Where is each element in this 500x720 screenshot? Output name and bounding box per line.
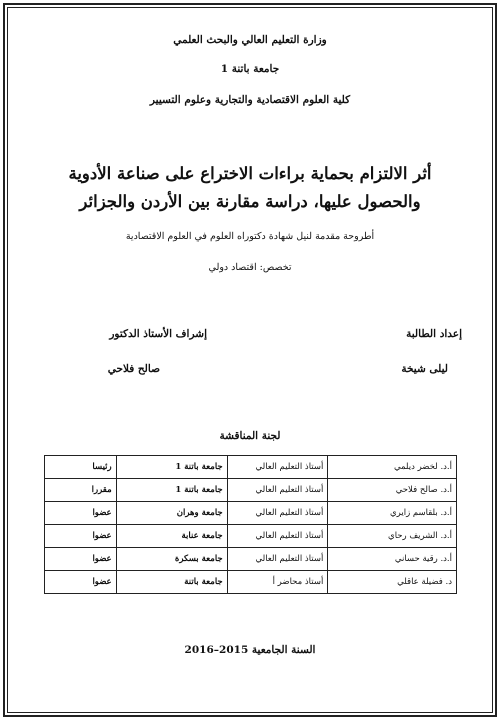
table-row bbox=[45, 571, 457, 594]
member-grade: أستاذ التعليم العالي bbox=[227, 548, 328, 571]
member-university: جامعة وهران bbox=[116, 502, 227, 525]
supervisor-name: صالح فلاحي bbox=[107, 363, 160, 375]
thesis-subtitle: أطروحة مقدمة لنيل شهادة دكتوراه العلوم في العلوم الاقتصادية bbox=[125, 231, 375, 242]
member-university: جامعة باتنة 1 bbox=[116, 479, 227, 502]
specialization: تخصص: اقتصاد دولي bbox=[208, 262, 292, 273]
member-role: عضوا bbox=[45, 502, 117, 525]
thesis-title-line-1: أثر الالتزام بحماية براءات الاختراع على صناعة الأدوية bbox=[68, 164, 432, 183]
member-role: رئيسا bbox=[45, 456, 117, 479]
member-university: جامعة بسكرة bbox=[116, 548, 227, 571]
page-border-inner bbox=[7, 7, 493, 713]
student-name: ليلى شيخة bbox=[401, 363, 448, 375]
member-name: أ.د. بلقاسم زايري bbox=[328, 502, 457, 525]
table-row bbox=[45, 502, 457, 525]
member-name: أ.د. رقية حساني bbox=[328, 548, 457, 571]
member-name: أ.د. صالح فلاحي bbox=[328, 479, 457, 502]
supervisor-label: إشراف الأستاذ الدكتور bbox=[109, 328, 207, 340]
member-grade: أستاذ التعليم العالي bbox=[227, 456, 328, 479]
thesis-title bbox=[30, 160, 470, 216]
member-name: أ.د. لخضر ديلمي bbox=[328, 456, 457, 479]
member-university: جامعة باتنة 1 bbox=[116, 456, 227, 479]
academic-year: السنة الجامعية 2015–2016 bbox=[184, 644, 316, 656]
member-name: د. فضيلة عاقلي bbox=[328, 571, 457, 594]
table-row bbox=[45, 525, 457, 548]
member-role: عضوا bbox=[45, 548, 117, 571]
table-row bbox=[45, 479, 457, 502]
committee-table bbox=[44, 455, 457, 594]
faculty-name: كلية العلوم الاقتصادية والتجارية وعلوم التسيير bbox=[149, 94, 351, 106]
member-grade: أستاذ التعليم العالي bbox=[227, 525, 328, 548]
member-role: عضوا bbox=[45, 571, 117, 594]
member-role: مقررا bbox=[45, 479, 117, 502]
table-row bbox=[45, 456, 457, 479]
member-role: عضوا bbox=[45, 525, 117, 548]
table-row bbox=[45, 548, 457, 571]
committee-title: لجنة المناقشة bbox=[219, 430, 281, 442]
thesis-title-line-2: والحصول عليها، دراسة مقارنة بين الأردن والجزائر bbox=[79, 192, 421, 211]
student-label: إعداد الطالبة bbox=[406, 328, 462, 340]
member-grade: أستاذ التعليم العالي bbox=[227, 502, 328, 525]
member-name: أ.د. الشريف رحاي bbox=[328, 525, 457, 548]
member-grade: أستاذ التعليم العالي bbox=[227, 479, 328, 502]
member-university: جامعة باتنة bbox=[116, 571, 227, 594]
ministry-name: وزارة التعليم العالي والبحث العلمي bbox=[173, 34, 327, 46]
member-grade: أستاذ محاضر أ bbox=[227, 571, 328, 594]
university-name: جامعة باتنة 1 bbox=[220, 63, 280, 75]
member-university: جامعة عنابة bbox=[116, 525, 227, 548]
